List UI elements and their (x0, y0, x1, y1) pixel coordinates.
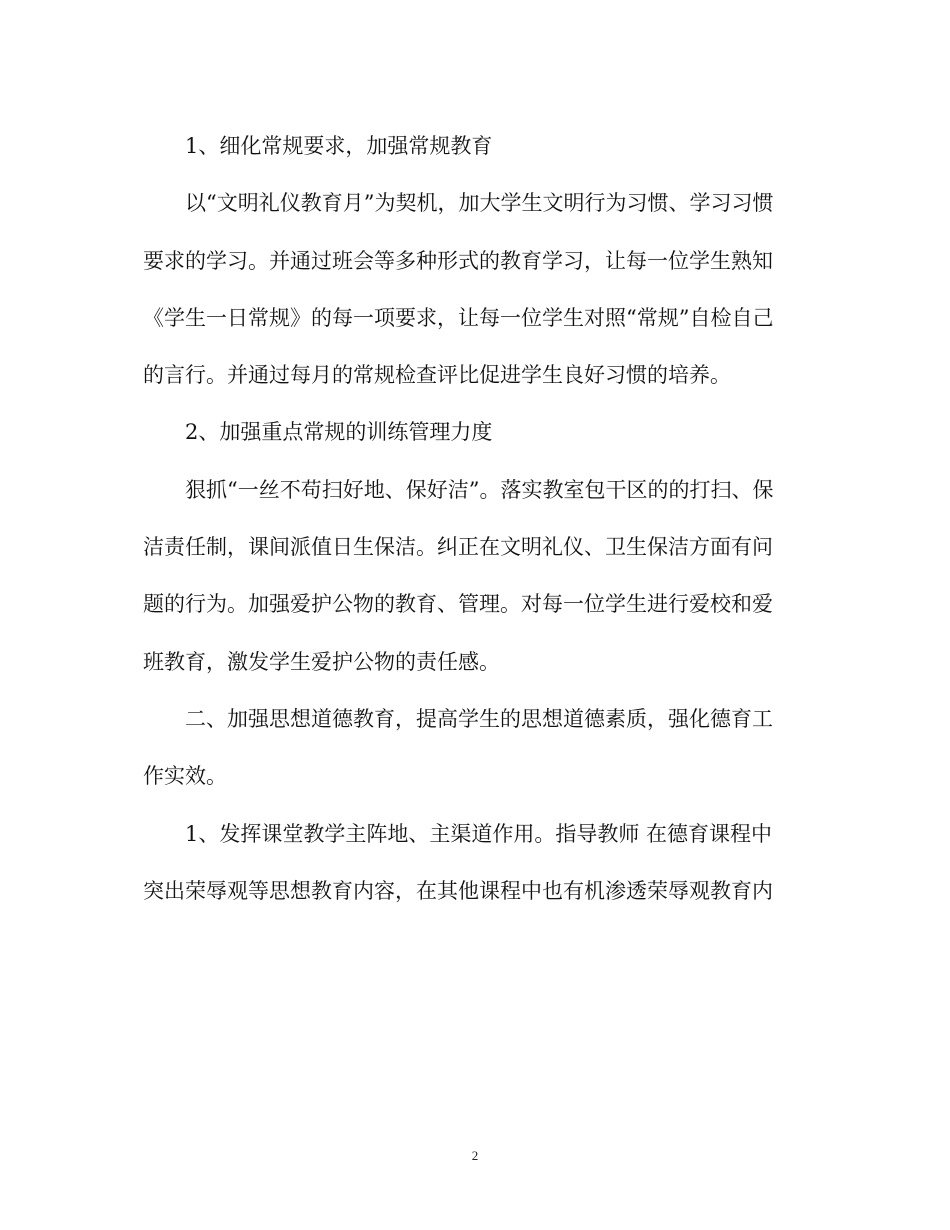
text-line: 二、加强思想道德教育，提高学生的思想道德素质，强化德育工 (185, 706, 773, 731)
paragraph-subheading-2 (143, 404, 795, 461)
paragraph-subheading-1 (143, 118, 795, 175)
text-line: 狠抓“一丝不苟扫好地、保好洁”。落实教室包干区的的打扫、保 (185, 477, 774, 502)
paragraph-etiquette-month (143, 175, 795, 404)
text-line: 1、发挥课堂教学主阵地、主渠道作用。指导教师 在德育课程中 (185, 821, 773, 846)
text-line: 要求的学习。并通过班会等多种形式的教育学习，让每一位学生熟知 (143, 248, 773, 273)
text-line: 突出荣辱观等思想教育内容，在其他课程中也有机渗透荣辱观教育内 (143, 878, 773, 903)
text-line: 作实效。 (143, 764, 227, 789)
text-line: 《学生一日常规》的每一项要求，让每一位学生对照“常规”自检自己 (143, 305, 774, 330)
text-line: 班教育，激发学生爱护公物的责任感。 (143, 649, 500, 674)
paragraph-section-two-heading (143, 691, 795, 806)
paragraph-classroom-teaching (143, 806, 795, 921)
page-number: 2 (471, 1148, 479, 1163)
text-line: 1、细化常规要求，加强常规教育 (185, 134, 493, 158)
document-body (143, 118, 795, 920)
text-line: 洁责任制，课间派值日生保洁。纠正在文明礼仪、卫生保洁方面有问 (143, 535, 773, 560)
text-line: 题的行为。加强爱护公物的教育、管理。对每一位学生进行爱校和爱 (143, 592, 773, 617)
paragraph-cleaning (143, 462, 795, 691)
text-line: 2、加强重点常规的训练管理力度 (185, 420, 493, 445)
text-line: 的言行。并通过每月的常规检查评比促进学生良好习惯的培养。 (143, 363, 731, 388)
text-line: 以“文明礼仪教育月”为契机，加大学生文明行为习惯、学习习惯 (185, 191, 774, 216)
